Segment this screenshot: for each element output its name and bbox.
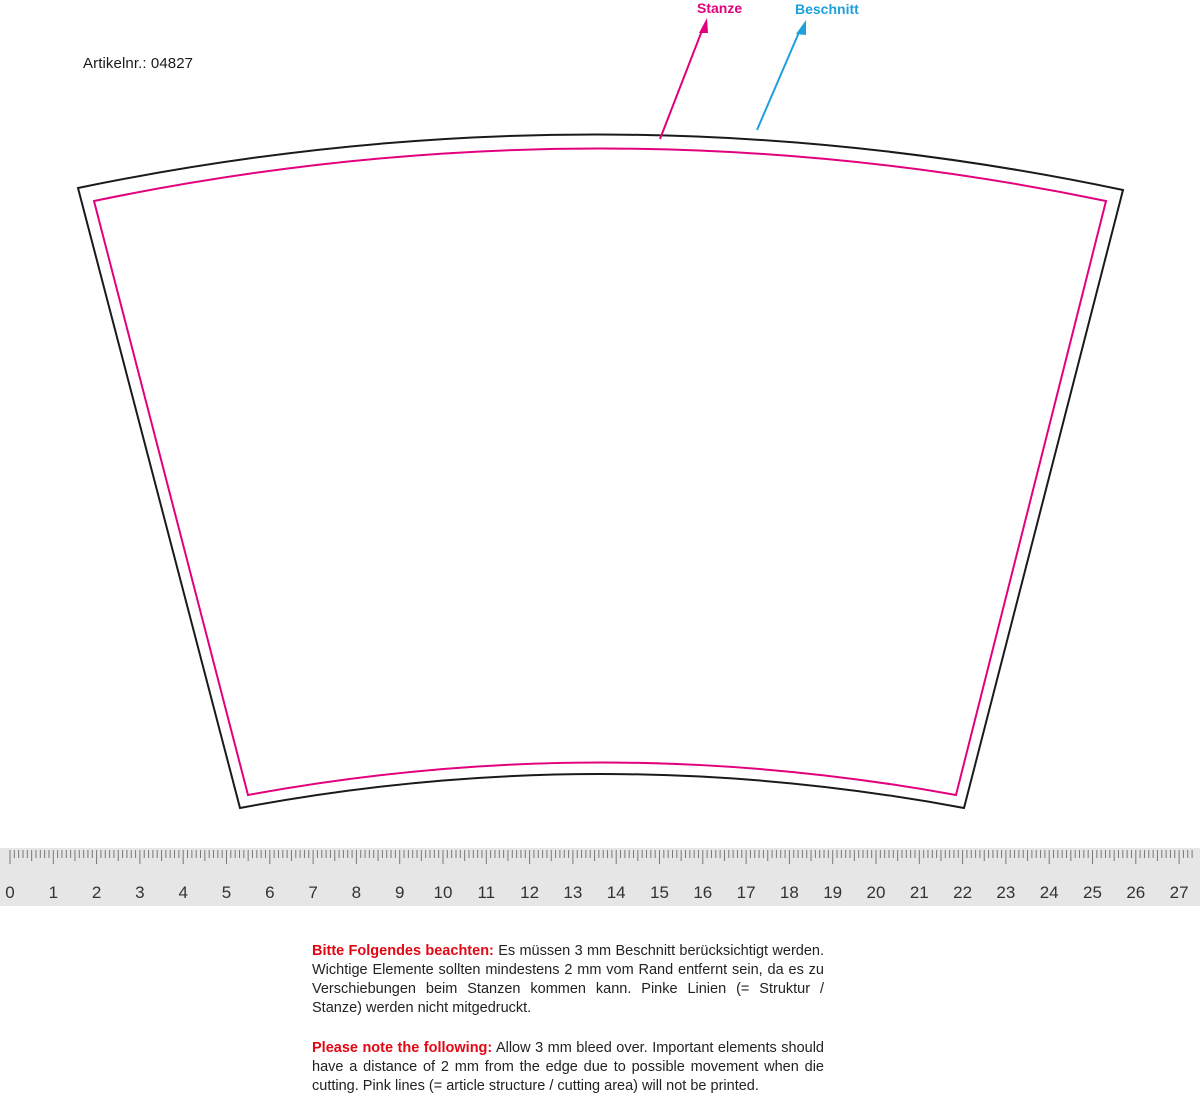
- die-cut-outline: [94, 149, 1106, 796]
- article-number: Artikelnr.: 04827: [83, 55, 194, 72]
- ruler-label: 14: [606, 883, 626, 902]
- ruler-label: 0: [5, 883, 15, 902]
- beschnitt-arrow-head: [796, 20, 806, 35]
- ruler-label: 12: [520, 883, 540, 902]
- ruler-label: 2: [91, 883, 102, 902]
- note-german: [312, 942, 824, 1018]
- note-english: [312, 1039, 824, 1096]
- stanze-arrow-line: [660, 28, 703, 139]
- ruler-label: 15: [650, 883, 669, 902]
- bleed-outline: [78, 134, 1123, 808]
- ruler-label: 16: [693, 883, 713, 902]
- ruler-label: 20: [866, 883, 886, 902]
- ruler-label: 8: [351, 883, 362, 902]
- stanze-label: Stanze: [697, 0, 743, 16]
- ruler-label: 11: [477, 883, 496, 902]
- note-english-heading: Please note the following:: [312, 1040, 493, 1056]
- ruler-label: 22: [953, 883, 973, 902]
- ruler-label: 7: [308, 883, 318, 902]
- ruler-label: 13: [563, 883, 583, 902]
- note-german-heading: Bitte Folgendes beachten:: [312, 943, 494, 959]
- note-german-body: Es müssen 3 mm Beschnitt berücksichtigt werden. Wichtige Elemente sollten mindestens 2 mm vom Rand entfernt sein, da es zu Verschiebungen beim Stanzen kommen kann. Pinke Linien (= Struktur / Stanze) werden nicht mitgedruckt.: [312, 943, 824, 1016]
- ruler-label: 27: [1169, 883, 1189, 902]
- ruler-label: 19: [823, 883, 843, 902]
- note-english-body: Allow 3 mm bleed over. Important elements should have a distance of 2 mm from the edge due to possible movement when die cutting. Pink lines (= article structure / cutting area) will not be printed.: [312, 1040, 824, 1094]
- ruler-label: 4: [178, 883, 188, 902]
- ruler-label: 26: [1126, 883, 1146, 902]
- ruler-label: 9: [394, 883, 405, 902]
- ruler-label: 10: [433, 883, 453, 902]
- ruler-label: 17: [736, 883, 756, 902]
- ruler-label: 1: [48, 883, 59, 902]
- ruler-label: 3: [135, 883, 145, 902]
- ruler-label: 24: [1039, 883, 1059, 902]
- beschnitt-label: Beschnitt: [795, 1, 859, 17]
- beschnitt-arrow-line: [757, 30, 800, 130]
- ruler-label: 25: [1083, 883, 1102, 902]
- stanze-arrow-head: [699, 18, 708, 33]
- ruler-label: 18: [779, 883, 799, 902]
- ruler-label: 5: [221, 883, 232, 902]
- ruler-label: 21: [909, 883, 929, 902]
- ruler-label: 23: [996, 883, 1016, 902]
- ruler-label: 6: [265, 883, 275, 902]
